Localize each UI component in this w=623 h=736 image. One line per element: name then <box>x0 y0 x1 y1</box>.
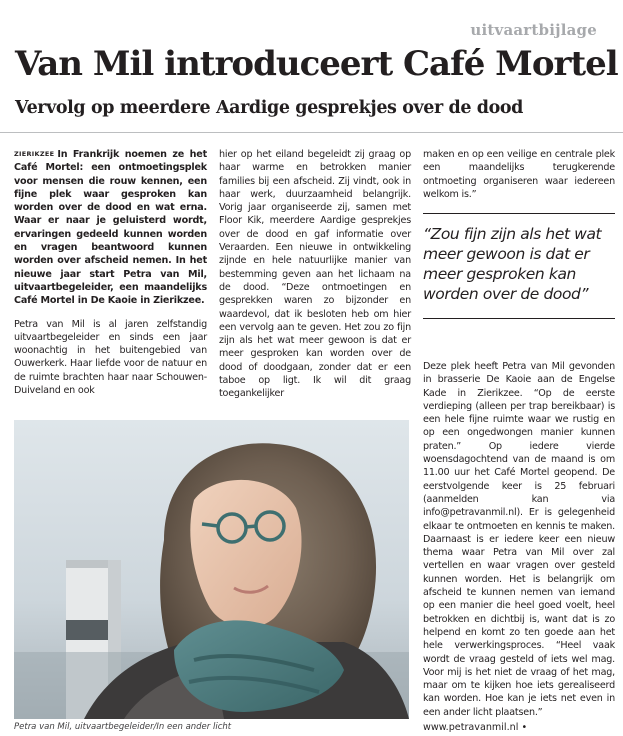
pull-quote: “Zou fijn zijn als het wat meer gewoon is dat er meer gesproken kan worden over de dood” <box>423 225 602 303</box>
headline: Van Mil introduceert Café Mortel <box>15 44 618 84</box>
article-column-1 <box>14 148 207 397</box>
pull-quote-bottom-rule <box>423 318 615 319</box>
top-divider <box>0 132 623 133</box>
subheadline: Vervolg op meerdere Aardige gesprekjes over de dood <box>15 98 523 118</box>
article-column-3-body <box>423 360 615 719</box>
body-paragraph-2: hier op het eiland begeleidt zij graag op haar warme en betrokken manier families bij een afscheid. Zij vindt, ook in haar werk, duurzaamheid belangrijk. Vorig jaar organiseerde zij, samen met Floor Kik, meerdere Aardige gesprekjes over de dood en gaf informatie over Veraarden. Een nieuwe in ontwikkeling zijnde en hele natuurlijke manier van bestemming geven aan het lichaam na de dood. “Deze ontmoetingen en gesprekken waren zo bijzonder en waardevol, dat ik besloten heb om hier een vervolg aan te geven. Het zou zo fijn zijn als het wat meer gewoon is dat er meer gesproken kan worden over de dood of doodgaan, zonder dat er een taboe op ligt. Ik wil dit graag toegankelijker <box>219 149 411 400</box>
body-paragraph-3: maken en op een veilige en centrale plek een maandelijks terugkerende ontmoeting organiseren waar iedereen welkom is.” <box>423 149 615 200</box>
intro-paragraph <box>14 148 207 308</box>
section-tag: uitvaartbijlage <box>470 21 597 39</box>
dateline: ZIERIKZEE <box>14 150 55 158</box>
body-paragraph-4: Deze plek heeft Petra van Mil gevonden in brasserie De Kaoie aan de Engelse Kade in Zierikzee. “Op de eerste verdieping (alleen per trap bereikbaar) is een hele fijne ruimte waar we rustig en op een ongedwongen manier kunnen praten.” Op iedere vierde woensdagochtend van de maand is om 11.00 uur het Café Mortel geopend. De eerstvolgende keer is 25 februari (aanmelden kan via info@petravanmil.nl). Er is gelegenheid elkaar te ontmoeten en kennis te maken. Daarnaast is er iedere keer een nieuw thema waar Petra van Mil over zal vertellen en waar vragen over gesteld kunnen worden. Het is belangrijk om afscheid te kunnen nemen van iemand op een manier die heel goed voelt, heel betrokken en dichtbij is, want dat is zo helpend en komt zo ten goede aan het hele verwerkingsproces. “Heel vaak wordt de vraag gesteld of iets wel mag. Voor mij is het niet de vraag of het mag, maar om te kijken hoe iets gerealiseerd kan worden. Hoe kan je iets net even in een ander licht plaatsen.” <box>423 361 615 718</box>
article-column-2 <box>219 148 411 401</box>
intro-text: In Frankrijk noemen ze het Café Mortel: een ontmoetingsplek voor mensen die rouw kennen, een fijne plek waar gesproken kan worden over de dood en wat erna. Waar er naar je geluisterd wordt, ervaringen gedeeld kunnen worden en vragen beantwoord kunnen worden over afscheid nemen. In het nieuwe jaar start Petra van Mil, uitvaartbegeleider, een maandelijks Café Mortel in De Kaoie in Zierikzee. <box>14 149 207 307</box>
portrait-photo <box>14 420 409 719</box>
body-paragraph-1: Petra van Mil is al jaren zelfstandig uitvaartbegeleider en sinds een jaar woonachtig in het buitengebied van Ouwerkerk. Haar liefde voor de natuur en de ruimte brachten haar naar Schouwen-Duiveland en ook <box>14 318 207 397</box>
photo-caption: Petra van Mil, uitvaartbegeleider/In een ander licht <box>14 722 232 732</box>
pull-quote-top-rule <box>423 213 615 214</box>
website-link[interactable]: www.petravanmil.nl • <box>423 722 528 733</box>
article-column-3-top <box>423 148 615 201</box>
